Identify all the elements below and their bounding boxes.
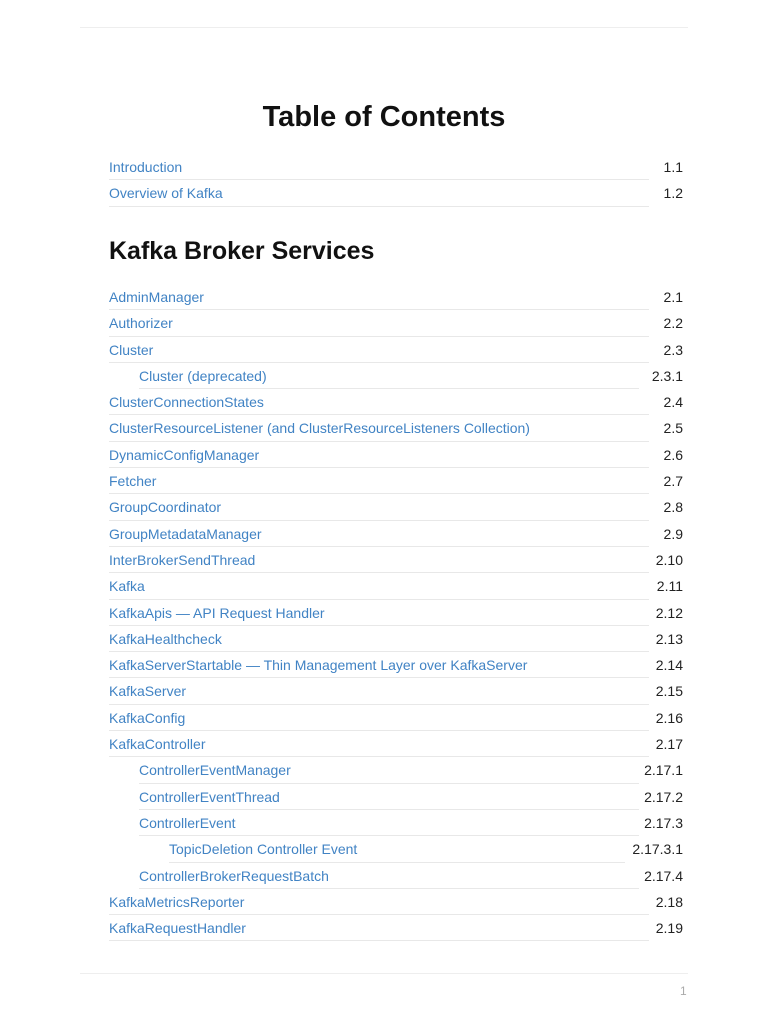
toc-entry-number: 2.17 xyxy=(655,736,683,753)
toc-entry-link[interactable]: Authorizer xyxy=(109,315,173,332)
toc-entry-link[interactable]: KafkaMetricsReporter xyxy=(109,893,245,910)
toc-entry-link[interactable]: KafkaConfig xyxy=(109,709,186,726)
toc-entry-link[interactable]: InterBrokerSendThread xyxy=(109,551,256,568)
toc-entry[interactable] xyxy=(109,180,683,206)
toc-entry-link[interactable]: Fetcher xyxy=(109,473,157,490)
toc-entry[interactable] xyxy=(109,442,683,468)
toc-entry-number: 2.2 xyxy=(663,315,683,332)
toc-entry[interactable] xyxy=(109,626,683,652)
toc-entry-link[interactable]: ClusterConnectionStates xyxy=(109,394,264,411)
intro-toc-list xyxy=(109,154,683,207)
toc-entry-link[interactable]: DynamicConfigManager xyxy=(109,446,260,463)
toc-entry[interactable] xyxy=(109,863,683,889)
toc-entry-link[interactable]: GroupMetadataManager xyxy=(109,525,262,542)
toc-entry-link[interactable]: TopicDeletion Controller Event xyxy=(169,841,358,858)
toc-entry-link[interactable]: ClusterResourceListener (and ClusterResourceListeners Collection) xyxy=(109,420,530,437)
toc-entry-link[interactable]: KafkaController xyxy=(109,736,206,753)
toc-entry-link[interactable]: GroupCoordinator xyxy=(109,499,222,516)
toc-entry-number: 2.13 xyxy=(655,630,683,647)
toc-entry[interactable] xyxy=(109,915,683,941)
toc-entry[interactable] xyxy=(109,652,683,678)
toc-entry[interactable] xyxy=(109,154,683,180)
top-divider xyxy=(80,27,688,28)
toc-entry-link[interactable]: Kafka xyxy=(109,578,145,595)
page-number: 1 xyxy=(680,984,687,998)
toc-entry[interactable] xyxy=(109,836,683,862)
toc-entry-number: 2.19 xyxy=(655,920,683,937)
toc-entry-number: 2.14 xyxy=(655,657,683,674)
toc-entry-divider xyxy=(109,206,649,207)
toc-entry[interactable] xyxy=(109,415,683,441)
toc-entry-link[interactable]: KafkaApis — API Request Handler xyxy=(109,604,325,621)
broker-toc-list xyxy=(109,284,683,941)
toc-entry-number: 2.4 xyxy=(663,394,683,411)
toc-entry-link[interactable]: ControllerEventManager xyxy=(139,762,291,779)
toc-entry-link[interactable]: Introduction xyxy=(109,159,183,175)
toc-entry-number: 2.1 xyxy=(663,289,683,305)
toc-entry[interactable] xyxy=(109,284,683,310)
toc-entry-number: 2.11 xyxy=(656,578,683,595)
toc-entry[interactable] xyxy=(109,705,683,731)
toc-entry[interactable] xyxy=(109,389,683,415)
toc-entry-number: 2.10 xyxy=(655,551,683,568)
toc-title: Table of Contents xyxy=(262,101,506,133)
toc-entry-number: 2.17.1 xyxy=(644,762,683,779)
toc-entry-number: 2.3.1 xyxy=(651,367,683,384)
toc-entry-number: 2.17.2 xyxy=(644,788,683,805)
toc-entry-link[interactable]: KafkaServerStartable — Thin Management Layer over KafkaServer xyxy=(109,657,528,674)
toc-entry[interactable] xyxy=(109,600,683,626)
toc-entry-number: 2.16 xyxy=(655,709,683,726)
toc-entry-link[interactable]: Cluster (deprecated) xyxy=(139,367,267,384)
toc-entry-number: 2.6 xyxy=(663,446,683,463)
toc-entry[interactable] xyxy=(109,784,683,810)
toc-entry-link[interactable]: ControllerBrokerRequestBatch xyxy=(139,867,329,884)
toc-entry-number: 2.18 xyxy=(655,893,683,910)
toc-entry-link[interactable]: KafkaRequestHandler xyxy=(109,920,246,937)
toc-entry[interactable] xyxy=(109,810,683,836)
toc-entry[interactable] xyxy=(109,363,683,389)
toc-entry[interactable] xyxy=(109,337,683,363)
toc-entry-number: 2.5 xyxy=(663,420,683,437)
toc-entry[interactable] xyxy=(109,468,683,494)
toc-entry[interactable] xyxy=(109,889,683,915)
toc-entry-number: 2.12 xyxy=(655,604,683,621)
toc-entry-link[interactable]: ControllerEvent xyxy=(139,814,236,831)
toc-entry[interactable] xyxy=(109,573,683,599)
toc-entry-number: 2.17.3 xyxy=(644,814,683,831)
toc-entry-number: 2.8 xyxy=(663,499,683,516)
toc-entry[interactable] xyxy=(109,731,683,757)
toc-entry-number: 1.1 xyxy=(663,159,683,175)
toc-entry[interactable] xyxy=(109,310,683,336)
toc-entry-number: 2.9 xyxy=(663,525,683,542)
toc-entry-link[interactable]: KafkaHealthcheck xyxy=(109,630,222,647)
toc-entry-link[interactable]: Cluster xyxy=(109,341,154,358)
toc-entry-number: 2.17.3.1 xyxy=(632,841,683,858)
toc-entry[interactable] xyxy=(109,547,683,573)
toc-entry-divider xyxy=(109,940,649,941)
bottom-divider xyxy=(80,973,688,974)
toc-entry-link[interactable]: ControllerEventThread xyxy=(139,788,280,805)
toc-entry[interactable] xyxy=(109,678,683,704)
toc-entry-link[interactable]: Overview of Kafka xyxy=(109,185,223,202)
toc-entry-link[interactable]: AdminManager xyxy=(109,289,204,305)
toc-entry[interactable] xyxy=(109,521,683,547)
toc-entry-number: 2.17.4 xyxy=(644,867,683,884)
toc-entry-number: 2.7 xyxy=(663,473,683,490)
toc-entry-link[interactable]: KafkaServer xyxy=(109,683,187,700)
toc-entry[interactable] xyxy=(109,494,683,520)
toc-entry-number: 2.3 xyxy=(663,341,683,358)
section-heading: Kafka Broker Services xyxy=(109,237,375,265)
toc-entry[interactable] xyxy=(109,757,683,783)
toc-entry-number: 2.15 xyxy=(655,683,683,700)
toc-entry-number: 1.2 xyxy=(663,185,683,202)
